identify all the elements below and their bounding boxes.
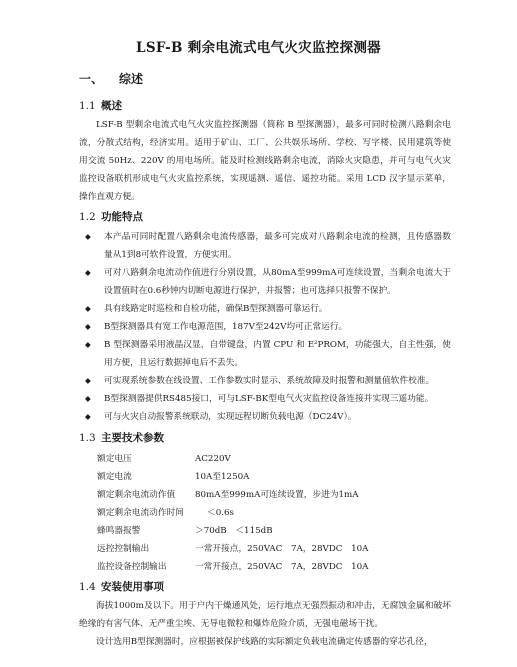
param-value: AC220V — [195, 454, 231, 464]
subsection-title: 功能特点 — [101, 211, 143, 223]
feature-text: 可对八路剩余电流动作值进行分别设置，从80mA至999mA可连续设置，当剩余电流大于设置值时在0.6秒钟内切断电源进行保护，并报警；也可选择只报警不保护。 — [104, 268, 451, 296]
param-name: 额定电流 — [97, 472, 132, 482]
param-name: 监控设备控制输出 — [97, 562, 167, 572]
param-name: 远控控制输出 — [97, 544, 150, 554]
feature-text: 可与火灾自动报警系统联动，实现远程切断负载电源（DC24V）。 — [104, 412, 357, 422]
diamond-bullet-icon: ◆ — [85, 268, 91, 277]
subsection-title: 主要技术参数 — [101, 432, 164, 444]
subsection-number: 1.2 — [79, 211, 96, 223]
feature-item — [79, 336, 451, 372]
param-row — [97, 522, 368, 540]
feature-text: 具有线路定时巡检和自检功能，确保B型探测器可靠运行。 — [104, 304, 328, 314]
param-value: 一常开接点，250VAC 7A，28VDC 10A — [195, 544, 369, 554]
feature-text: B型探测器具有宽工作电源范围，187V至242V均可正常运行。 — [104, 322, 348, 332]
section-title: 综述 — [119, 72, 144, 86]
install-paragraph-1: 海拔1000m及以下。用于户内干燥通风处，运行地点无强烈振动和冲击，无腐蚀金属和破坏绝缘的有害气体、无严重尘埃、无导电微粒和爆炸危险介质，无强电磁场干扰。 — [79, 601, 451, 629]
overview-paragraph: LSF-B 型剩余电流式电气火灾监控探测器（简称 B 型探测器），最多可同时检测八路剩余电流，分散式结构，经济实用。适用于矿山、工厂、公共娱乐场所、学校、写字楼、民用建筑等使用交流 50Hz、220V 的用电场所。能及时检测线路剩余电流，消除火灾隐患，并可与电气火灾监控设备联机形成电气火灾监控系统，实现遥测、遥信、遥控功能。采用 LCD 汉字显示菜单，操作直观方便。 — [79, 120, 451, 202]
section-number: 一、 — [79, 72, 104, 86]
section-heading-overview — [79, 70, 143, 87]
feature-item — [79, 318, 451, 336]
feature-text: B型探测器提供RS485接口，可与LSF-BK型电气火灾监控设备连接并实现三遥功能。 — [104, 394, 434, 404]
param-row — [97, 540, 368, 558]
param-row — [97, 450, 368, 468]
subsection-number: 1.1 — [79, 100, 96, 112]
param-row — [97, 558, 368, 576]
diamond-bullet-icon: ◆ — [85, 232, 91, 241]
param-name: 额定剩余电流动作时间 — [97, 508, 184, 518]
feature-list — [79, 228, 451, 426]
subsection-heading-1-4 — [79, 579, 164, 594]
feature-item — [79, 300, 451, 318]
param-value: 10A至1250A — [195, 472, 250, 482]
subsection-number: 1.4 — [79, 581, 96, 593]
param-value: ＞70dB ＜115dB — [195, 526, 273, 536]
feature-item — [79, 264, 451, 300]
subsection-number: 1.3 — [79, 432, 96, 444]
param-row — [97, 504, 368, 522]
subsection-title: 概述 — [101, 100, 122, 112]
feature-item — [79, 372, 451, 390]
subsection-heading-1-1 — [79, 98, 122, 113]
feature-text: B 型探测器采用液晶汉显，自带键盘，内置 CPU 和 E²PROM，功能强大，自主性强，使用方便，且运行数据掉电后不丢失。 — [104, 340, 451, 368]
diamond-bullet-icon: ◆ — [85, 376, 91, 385]
install-paragraph-2: 设计选用B型探测器时，应根据被保护线路的实际额定负载电流确定传感器的穿芯孔径， — [96, 637, 433, 647]
feature-item — [79, 408, 451, 426]
diamond-bullet-icon: ◆ — [85, 322, 91, 331]
param-row — [97, 468, 368, 486]
diamond-bullet-icon: ◆ — [85, 340, 91, 349]
param-name: 额定电压 — [97, 454, 132, 464]
feature-text: 可实现系统参数在线设置、工作参数实时显示、系统故障及时报警和测量值软件校准。 — [104, 376, 435, 386]
param-row — [97, 486, 368, 504]
feature-item — [79, 228, 451, 264]
subsection-title: 安装使用事项 — [101, 581, 164, 593]
diamond-bullet-icon: ◆ — [85, 412, 91, 421]
param-value: 一常开接点，250VAC 7A，28VDC 10A — [195, 562, 369, 572]
subsection-heading-1-3 — [79, 430, 164, 445]
feature-text: 本产品可同时配置八路剩余电流传感器，最多可完成对八路剩余电流的检测，且传感器数量从1到8可软件设置，方便实用。 — [104, 232, 451, 260]
feature-item — [79, 390, 451, 408]
document-title: LSF-B 剩余电流式电气火灾监控探测器 — [136, 40, 381, 56]
subsection-heading-1-2 — [79, 209, 143, 224]
param-name: 额定剩余电流动作值 — [97, 490, 176, 500]
technical-parameters — [97, 450, 368, 576]
diamond-bullet-icon: ◆ — [85, 304, 91, 313]
param-value: 80mA至999mA可连续设置，步进为1mA — [195, 490, 359, 500]
diamond-bullet-icon: ◆ — [85, 394, 91, 403]
param-name: 蜂鸣器报警 — [97, 526, 141, 536]
param-value: ＜0.6s — [207, 508, 234, 518]
